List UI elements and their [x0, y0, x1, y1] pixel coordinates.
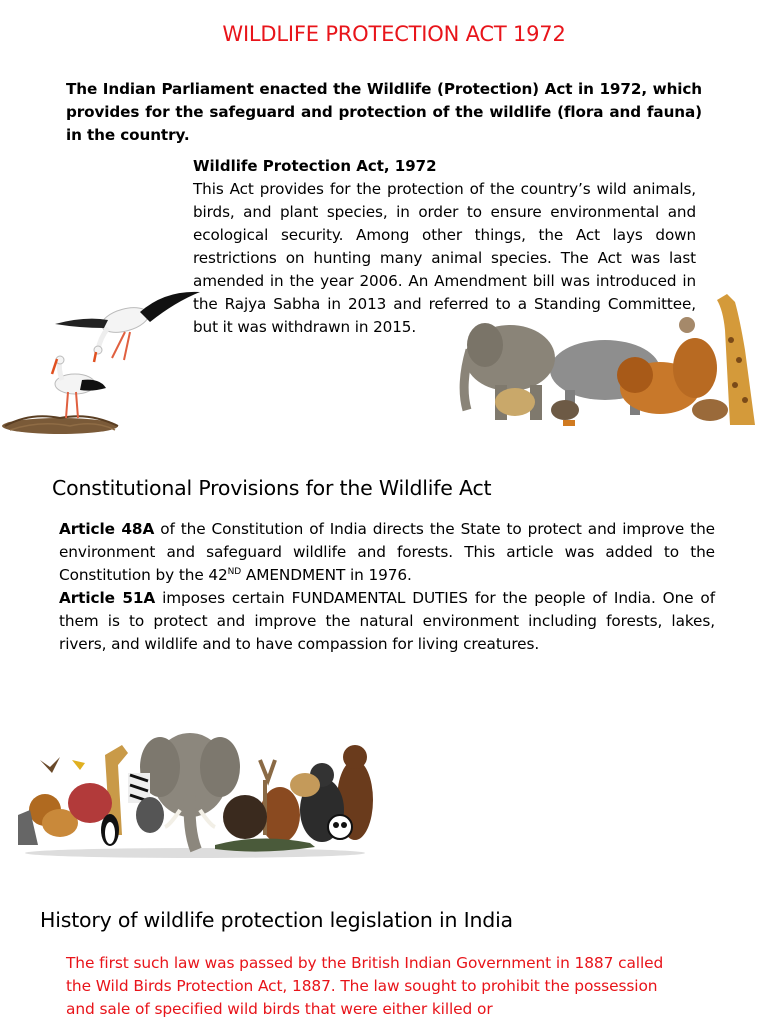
- animals-group-illustration: [455, 290, 765, 430]
- article-51a-label: Article 51A: [59, 589, 156, 607]
- constitutional-heading: Constitutional Provisions for the Wildlife Act: [52, 476, 492, 500]
- history-heading: History of wildlife protection legislation in India: [40, 908, 513, 932]
- history-paragraph: The first such law was passed by the British Indian Government in 1887 called the Wild Birds Protection Act, 1887. The law sought to prohibit the possession and sale of specified wild birds that were either killed or: [66, 954, 664, 1018]
- intro-paragraph: The Indian Parliament enacted the Wildlife (Protection) Act in 1972, which provides for the safeguard and protection of the wildlife (flora and fauna) in the country.: [66, 80, 702, 144]
- storks-illustration: [0, 280, 200, 435]
- act-heading: Wildlife Protection Act, 1972: [193, 157, 437, 175]
- act-body: This Act provides for the protection of the country’s wild animals, birds, and plant species, in order to ensure environmental and ecological security. Among other things, the Act lays down restrictions on hunting many animal species. The Act was last amended in the year 2006. An Amendment bill was introduced in the Rajya Sabha in 2013 and referred to a Standing Committee, but it was withdrawn in 2015.: [193, 180, 696, 336]
- article-48a-label: Article 48A: [59, 520, 155, 538]
- document-title: WILDLIFE PROTECTION ACT 1972: [222, 22, 566, 46]
- article-51a-paragraph: Article 51A imposes certain FUNDAMENTAL DUTIES for the people of India. One of them is to protect and improve the natural environment including forests, lakes, rivers, and wildlife and to have compassion for living creatures.: [59, 589, 715, 653]
- animals-crowd-illustration: [10, 715, 380, 860]
- constitutional-section: [59, 518, 715, 656]
- article-48a-paragraph: Article 48A of the Constitution of India directs the State to protect and improve the environment and safeguard wildlife and forests. This article was added to the Constitution by the 42ND AMENDMENT in 1976.: [59, 520, 715, 584]
